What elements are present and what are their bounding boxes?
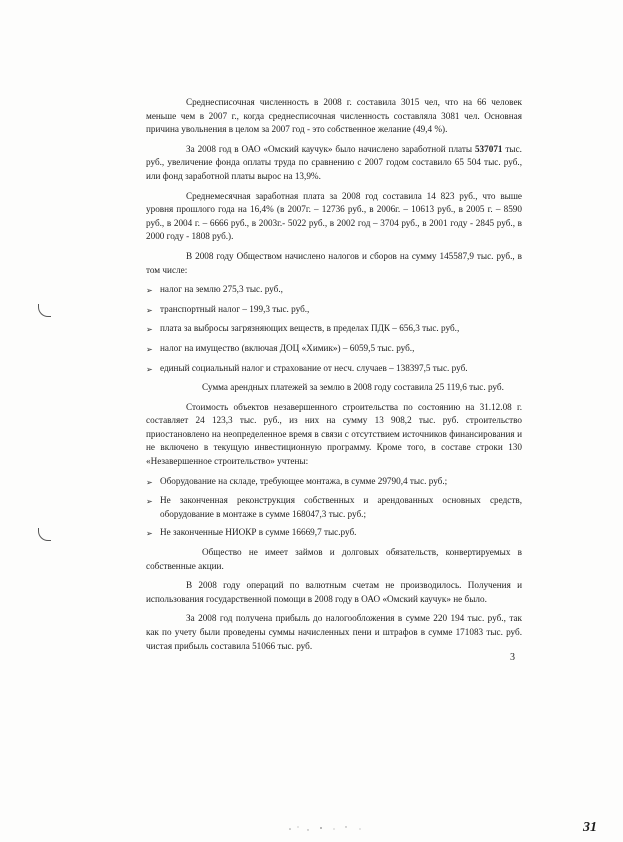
document-body: [146, 96, 522, 659]
paragraph-average-salary: Среднемесячная заработная плата за 2008 год составила 14 823 руб., что выше уровня прошлого года на 16,4% (в 2007г. – 12736 руб., в 2006г. – 10613 руб., в 2005 г. – 8590 руб., в 2004 г. – 6666 руб., в 2003г.- 5022 руб., в 2002 год – 3704 руб., в 2001 году - 2845 руб., в 2000 году - 1808 руб.).: [146, 190, 522, 242]
taxes-list: [146, 283, 522, 376]
sheet-number-stamp: 31: [583, 820, 597, 835]
paragraph-payroll: [146, 143, 522, 184]
margin-mark: [38, 528, 51, 541]
paragraph-construction: Стоимость объектов незавершенного строительства по состоянию на 31.12.08 г. составляет 24 123,3 тыс. руб., из них на сумму 13 908,2 тыс. руб. строительство приостановлено на неопределенное время в связи с отсутствием источников финансирования и не включено в текущую инвестиционную программу. Кроме того, в составе строки 130 «Незавершенное строительство» учтены:: [146, 401, 522, 467]
arrow-bullet-icon: ➢: [146, 529, 153, 539]
list-item: ➢ налог на землю 275,3 тыс. руб.,: [146, 283, 522, 298]
arrow-bullet-icon: ➢: [146, 305, 153, 315]
payroll-amount: 537071: [474, 143, 503, 154]
paragraph-taxes-intro: В 2008 году Обществом начислено налогов и сборов на сумму 145587,9 тыс. руб., в том числе:: [146, 250, 522, 275]
arrow-bullet-icon: ➢: [146, 364, 153, 374]
list-item: ➢ плата за выбросы загрязняющих веществ, в пределах ПДК – 656,3 тыс. руб.,: [146, 322, 522, 337]
arrow-bullet-icon: ➢: [146, 497, 153, 507]
arrow-bullet-icon: ➢: [146, 344, 153, 354]
list-item: ➢ Не законченная реконструкция собственных и арендованных основных средств, оборудование в монтаже в сумме 168047,3 тыс. руб.;: [146, 494, 522, 521]
paragraph-land-rent: Сумма арендных платежей за землю в 2008 году составила 25 119,6 тыс. руб.: [202, 382, 504, 393]
paragraph-currency: В 2008 году операций по валютным счетам не производилось. Получения и использования государственной помощи в 2008 году в ОАО «Омский каучук» не было.: [146, 580, 522, 604]
construction-list: [146, 475, 522, 541]
payroll-text-c: тыс. руб., увеличение фонда оплаты труда по сравнению с 2007 годом составило 65 504 тыс. руб., или фонд заработной платы вырос на 13,9%.: [146, 143, 522, 181]
page-number: 3: [510, 652, 515, 663]
arrow-bullet-icon: ➢: [146, 286, 153, 296]
list-item: ➢ Оборудование на складе, требующее монтажа, в сумме 29790,4 тыс. руб.;: [146, 475, 522, 490]
list-item: ➢ налог на имущество (включая ДОЦ «Химик») – 6059,5 тыс. руб.,: [146, 342, 522, 357]
paragraph-headcount: Среднесписочная численность в 2008 г. составила 3015 чел, что на 66 человек меньше чем в 2007 г., когда среднесписочная численность составляла 3081 чел. Основная причина увольнения в целом за 2007 год - это собственное желание (49,4 %).: [146, 97, 522, 135]
list-item: ➢ Не законченные НИОКР в сумме 16669,7 тыс.руб.: [146, 526, 522, 541]
scan-noise: [286, 823, 366, 833]
margin-mark: [38, 304, 51, 317]
arrow-bullet-icon: ➢: [146, 325, 153, 335]
arrow-bullet-icon: ➢: [146, 477, 153, 487]
list-item: ➢ единый социальный налог и страхование от несч. случаев – 138397,5 тыс. руб.: [146, 362, 522, 377]
payroll-text-a: За 2008 год в ОАО «Омский каучук» было начислено заработной платы: [186, 143, 475, 154]
list-item: ➢ транспортный налог – 199,3 тыс. руб.,: [146, 303, 522, 318]
paragraph-profit: За 2008 год получена прибыль до налогообложения в сумме 220 194 тыс. руб., так как по учету были проведены суммы начисленных пени и штрафов в сумме 171083 тыс. руб. чистая прибыль составила 51066 тыс. руб.: [146, 613, 522, 651]
paragraph-loans: Общество не имеет займов и долговых обязательств, конвертируемых в собственные акции.: [146, 547, 522, 571]
